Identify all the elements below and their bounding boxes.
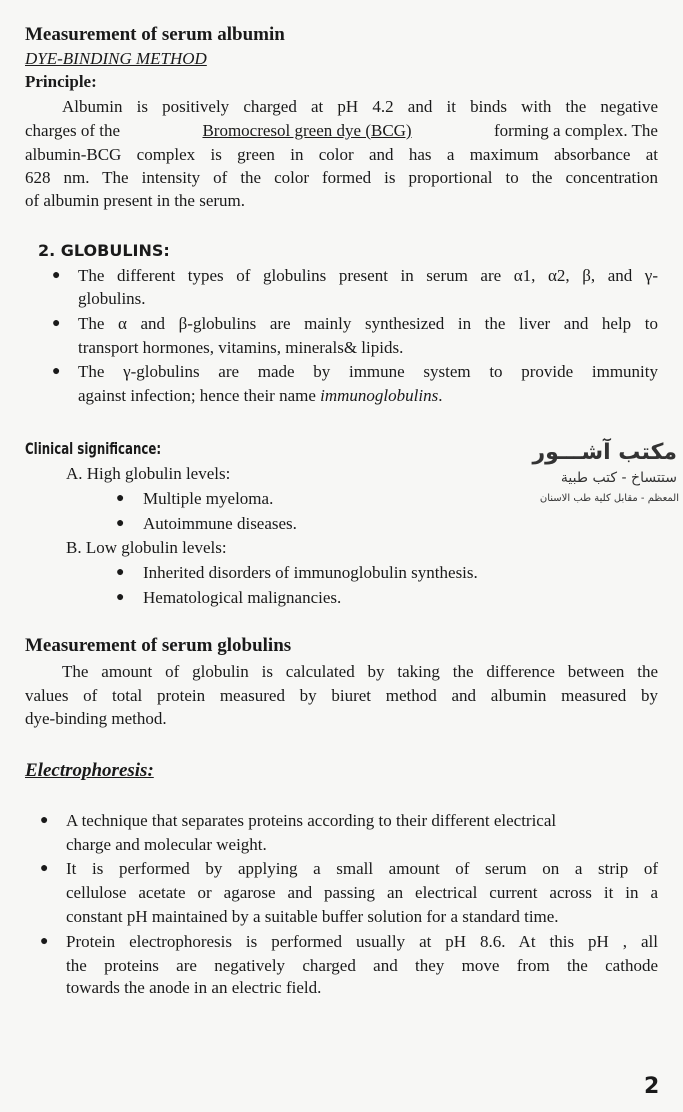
electro-b1-line2: charge and molecular weight. (66, 835, 267, 854)
bullet-icon: ● (52, 268, 61, 283)
albumin-line-2-b: forming a complex. The (494, 121, 658, 140)
globulins-b1-line2: globulins. (78, 289, 146, 308)
watermark-title: مكتب آشـــور (532, 440, 677, 465)
albumin-title: Measurement of serum albumin (25, 24, 285, 45)
bullet-icon: ● (40, 813, 49, 828)
serum-globulins-line-2: values of total protein measured by biuret method and albumin measured by (25, 686, 658, 705)
albumin-line-5: of albumin present in the serum. (25, 191, 246, 210)
globulins-b3-line1: The γ-globulins are made by immune system to provide immunity (78, 362, 658, 381)
albumin-line-2-a: charges of the (25, 121, 121, 140)
electro-b2-line3: constant pH maintained by a suitable buffer solution for a standard time. (66, 907, 559, 926)
bullet-icon: ● (116, 516, 125, 531)
globulins-b3-line2-c: . (438, 386, 443, 405)
bullet-icon: ● (52, 316, 61, 331)
electro-b3-line3: towards the anode in an electric field. (66, 978, 322, 997)
electro-b3-line1: Protein electrophoresis is performed usually at pH 8.6. At this pH , all (66, 932, 658, 951)
bcg-dye-term: Bromocresol green dye (BCG) (202, 121, 412, 140)
bullet-icon: ● (52, 364, 61, 379)
electro-b2-line1: It is performed by applying a small amount of serum on a strip of (66, 859, 658, 878)
bullet-icon: ● (116, 491, 125, 506)
bullet-icon: ● (116, 565, 125, 580)
bullet-icon: ● (40, 861, 49, 876)
electro-b2-line2: cellulose acetate or agarose and passing an electrical current across it in a (66, 883, 658, 902)
clinical-heading: Clinical significance: (25, 439, 162, 458)
bullet-icon: ● (40, 934, 49, 949)
globulins-heading: 2. GLOBULINS: (38, 241, 170, 260)
watermark-subtitle: ستتساخ - كتب طبية (560, 470, 677, 486)
bullet-icon: ● (116, 590, 125, 605)
immunoglobulins-term: immunoglobulins (320, 386, 439, 405)
clinical-b-item-1: Inherited disorders of immunoglobulin synthesis. (143, 563, 478, 582)
serum-globulins-title: Measurement of serum globulins (25, 635, 292, 656)
serum-globulins-line-3: dye-binding method. (25, 709, 167, 728)
clinical-b-item-2: Hematological malignancies. (143, 588, 342, 607)
albumin-line-2 (25, 119, 658, 142)
globulins-b2-line1: The α and β-globulins are mainly synthesized in the liver and help to (78, 314, 658, 333)
electrophoresis-heading: Electrophoresis: (25, 760, 154, 781)
albumin-method-heading: DYE-BINDING METHOD (25, 49, 207, 68)
globulins-b1-line1: The different types of globulins present in serum are α1, α2, β, and γ- (78, 266, 658, 285)
clinical-a-item-1: Multiple myeloma. (143, 489, 274, 508)
principle-label: Principle: (25, 72, 97, 91)
albumin-line-1: Albumin is positively charged at pH 4.2 and it binds with the negative (62, 97, 658, 116)
albumin-line-3: albumin-BCG complex is green in color and has a maximum absorbance at (25, 145, 658, 164)
serum-globulins-line-1: The amount of globulin is calculated by taking the difference between the (62, 662, 658, 681)
watermark-address: المعظم - مقابل كلية طب الاسنان (539, 493, 679, 504)
electro-b3-line2: the proteins are negatively charged and they move from the cathode (66, 956, 658, 975)
clinical-b-label: B. Low globulin levels: (66, 538, 227, 557)
globulins-b2-line2: transport hormones, vitamins, minerals& lipids. (78, 338, 404, 357)
clinical-a-label: A. High globulin levels: (66, 464, 231, 483)
albumin-line-4: 628 nm. The intensity of the color formed is proportional to the concentration (25, 168, 658, 187)
page-number: 2 (644, 1074, 660, 1099)
globulins-b3-line2-a: against infection; hence their name (78, 386, 316, 405)
clinical-a-item-2: Autoimmune diseases. (143, 514, 297, 533)
electro-b1-line1: A technique that separates proteins according to their different electrical (66, 811, 557, 830)
globulins-b3-line2 (78, 384, 442, 407)
